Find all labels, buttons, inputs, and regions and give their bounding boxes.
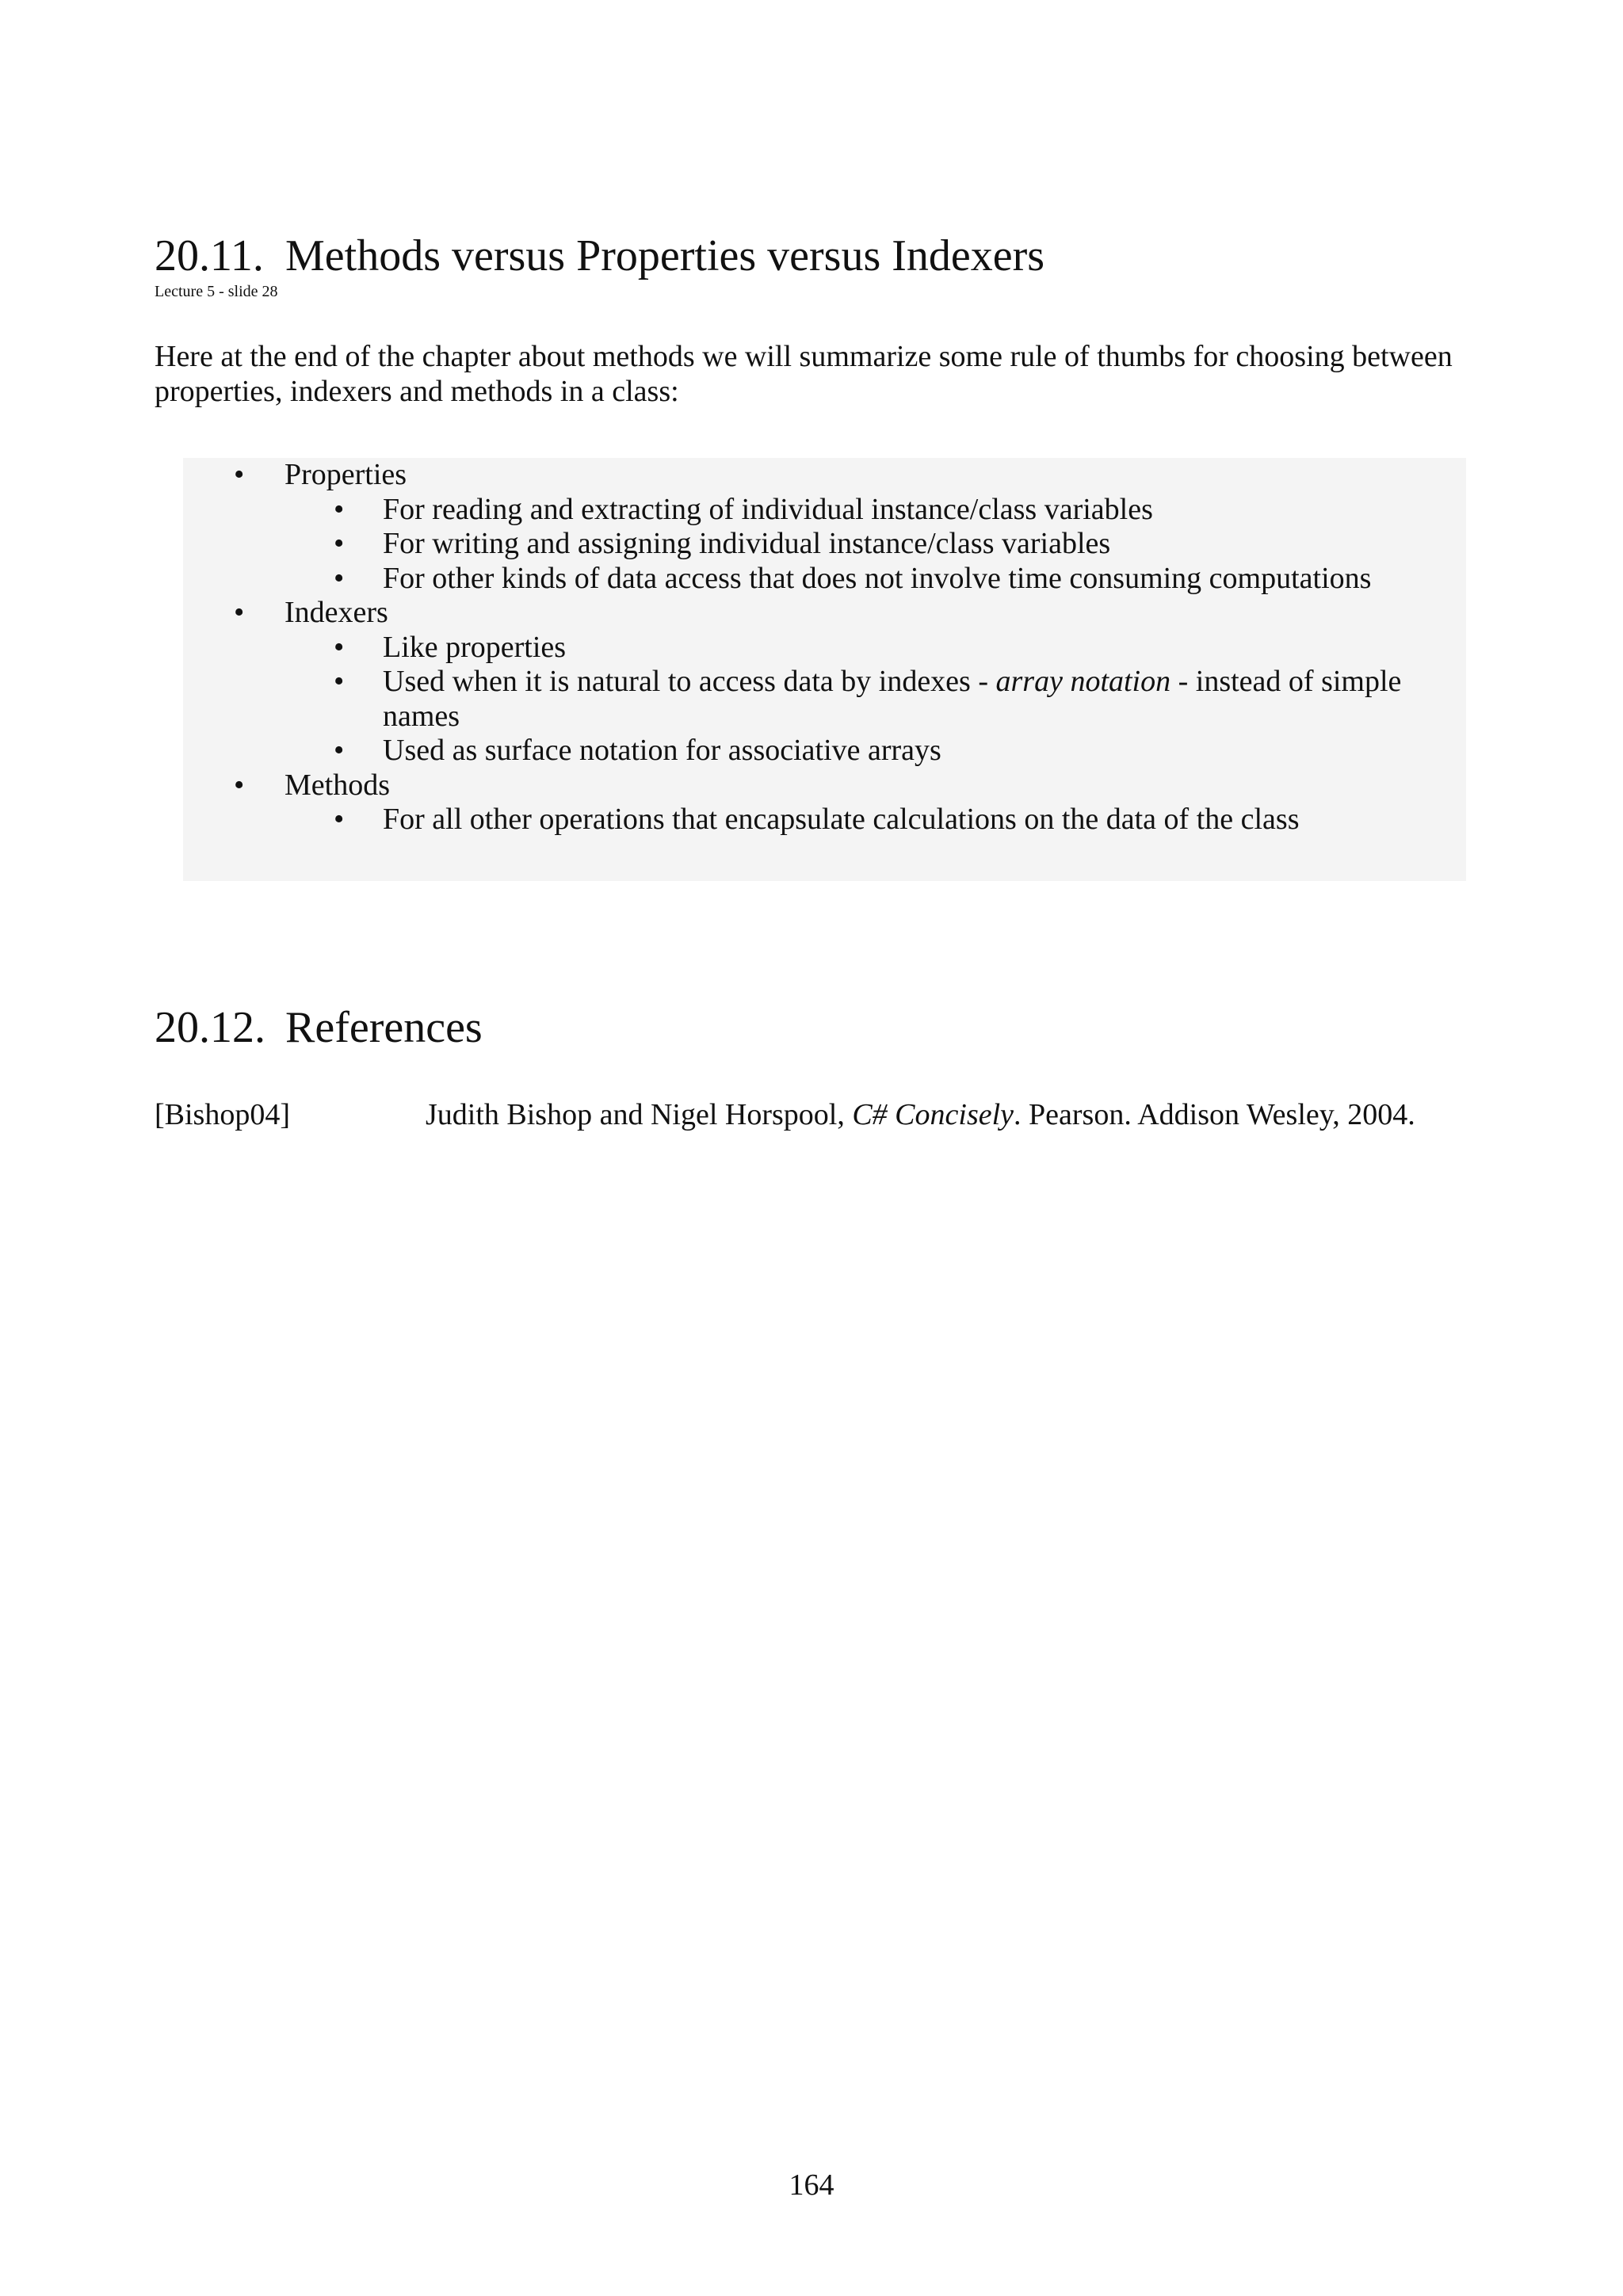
reference-entry bbox=[155, 1097, 1415, 1132]
slide-reference: Lecture 5 - slide 28 bbox=[155, 283, 278, 300]
sub-bullet-item bbox=[285, 631, 1466, 666]
intro-paragraph: Here at the end of the chapter about methods we will summarize some rule of thumbs for choosing between properties, indexers and methods in a class: bbox=[155, 340, 1453, 408]
section-title-text: Methods versus Properties versus Indexers bbox=[285, 231, 1045, 280]
summary-bullet-list bbox=[183, 458, 1466, 837]
section-heading-references bbox=[155, 1002, 483, 1053]
bullet-icon: • bbox=[334, 561, 345, 595]
sub-bullet-text: For reading and extracting of individual instance/class variables bbox=[383, 492, 1153, 526]
bullet-icon: • bbox=[334, 630, 345, 664]
sub-bullet-text: Like properties bbox=[383, 630, 567, 664]
bullet-icon: • bbox=[334, 492, 345, 526]
section-title-text: References bbox=[285, 1003, 483, 1052]
sub-bullet-text: For other kinds of data access that does not involve time consuming computations bbox=[383, 561, 1372, 595]
sub-bullet-text bbox=[383, 665, 1401, 733]
bullet-icon: • bbox=[234, 596, 245, 629]
bullet-label: Properties bbox=[285, 458, 407, 491]
sub-bullet-text-after: - instead of simple names bbox=[383, 665, 1402, 733]
sub-bullet-emphasis: array notation bbox=[995, 665, 1171, 698]
reference-key: [Bishop04] bbox=[155, 1098, 290, 1131]
sub-bullet-item bbox=[285, 803, 1466, 837]
reference-authors: Judith Bishop and Nigel Horspool, bbox=[426, 1098, 853, 1131]
bullet-item-methods bbox=[183, 769, 1466, 837]
sub-bullet-text: Used as surface notation for associative arrays bbox=[383, 734, 941, 767]
bullet-icon: • bbox=[334, 734, 345, 767]
sub-bullet-list bbox=[285, 493, 1466, 597]
sub-bullet-item bbox=[285, 665, 1466, 734]
bullet-icon: • bbox=[334, 803, 345, 836]
bullet-icon: • bbox=[234, 768, 245, 802]
section-number: 20.12. bbox=[155, 1003, 265, 1052]
sub-bullet-item bbox=[285, 493, 1466, 528]
sub-bullet-text-before: Used when it is natural to access data by indexes - bbox=[383, 665, 996, 698]
sub-bullet-item bbox=[285, 734, 1466, 769]
sub-bullet-text: For all other operations that encapsulate calculations on the data of the class bbox=[383, 803, 1300, 836]
reference-publisher: . Pearson. Addison Wesley, 2004. bbox=[1014, 1098, 1415, 1131]
bullet-label: Methods bbox=[285, 768, 390, 802]
page-number: 164 bbox=[789, 2168, 834, 2202]
sub-bullet-text: For writing and assigning individual instance/class variables bbox=[383, 527, 1111, 560]
sub-bullet-item bbox=[285, 527, 1466, 562]
reference-book-title: C# Concisely bbox=[852, 1098, 1014, 1131]
sub-bullet-list bbox=[285, 803, 1466, 837]
bullet-icon: • bbox=[334, 665, 345, 698]
section-number: 20.11. bbox=[155, 231, 264, 280]
bullet-item-indexers bbox=[183, 596, 1466, 769]
section-heading-methods-properties-indexers bbox=[155, 231, 1044, 281]
bullet-item-properties bbox=[183, 458, 1466, 596]
bullet-icon: • bbox=[234, 458, 245, 491]
bullet-icon: • bbox=[334, 527, 345, 560]
bullet-label: Indexers bbox=[285, 596, 388, 629]
summary-box bbox=[183, 458, 1466, 881]
sub-bullet-item bbox=[285, 562, 1466, 597]
sub-bullet-list bbox=[285, 631, 1466, 769]
